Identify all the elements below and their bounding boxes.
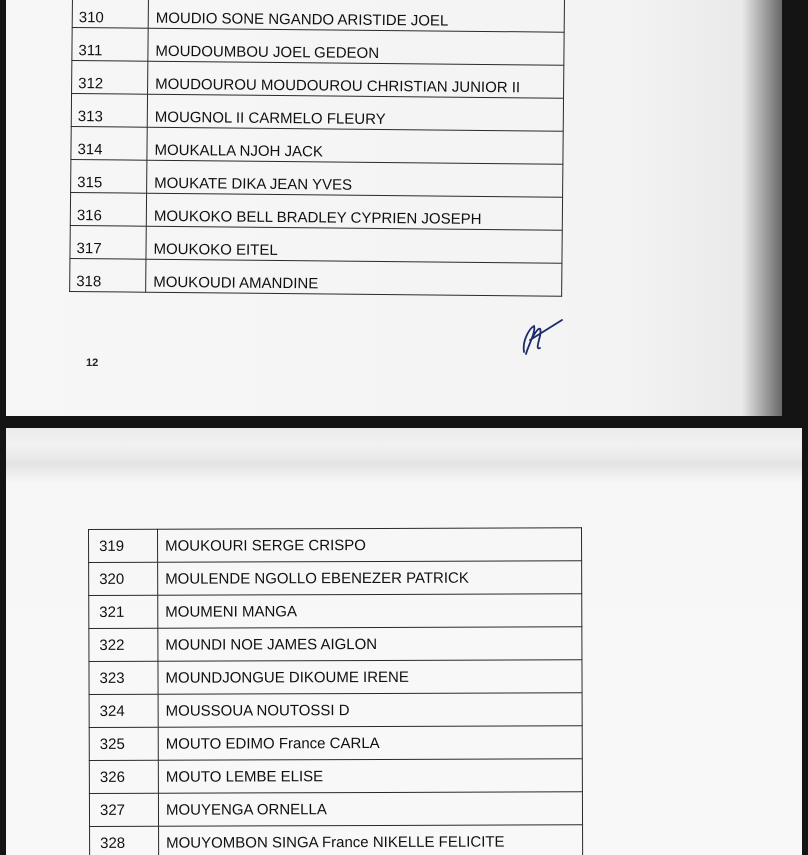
row-number: 310 [72,0,148,28]
row-name: MOUSSOUA NOUTOSSI D [158,693,582,727]
row-name: MOUDOUMBOU JOEL GEDEON [148,28,564,65]
row-name: MOUMENI MANGA [158,594,582,628]
table-row [71,126,563,164]
document-page-top [6,0,782,416]
table-row [70,192,562,230]
table-row [72,61,564,99]
scan-edge [6,444,802,484]
row-number: 326 [89,760,158,793]
row-name: MOUTO LEMBE ELISE [158,759,582,793]
row-number: 321 [89,595,158,628]
row-number: 320 [89,562,158,595]
table-row [90,825,583,855]
row-name: MOUTO EDIMO France CARLA [158,726,582,760]
row-name: MOUKALLA NJOH JACK [147,127,563,164]
row-number: 311 [72,28,148,62]
row-name: MOUNDI NOE JAMES AIGLON [158,627,582,661]
row-number: 316 [70,192,146,226]
table-row [89,660,582,695]
table-row [89,528,582,563]
row-number: 318 [70,258,146,292]
row-number: 327 [89,793,158,826]
row-number: 323 [89,661,158,694]
row-number: 315 [71,159,147,193]
row-name: MOUDOUROU MOUDOUROU CHRISTIAN JUNIOR II [148,61,564,98]
page-number: 12 [86,357,99,369]
row-number: 312 [72,61,148,95]
row-name: MOUKOURI SERGE CRISPO [158,528,582,562]
row-name: MOUKATE DIKA JEAN YVES [147,160,563,197]
table-row [71,94,563,132]
table-row [89,561,582,596]
row-number: 314 [71,126,147,160]
signature [518,318,568,358]
row-name: MOUGNOL II CARMELO FLEURY [147,94,563,131]
row-number: 322 [89,628,158,661]
row-number: 319 [89,529,158,562]
row-name: MOUDIO SONE NGANDO ARISTIDE JOEL [148,0,564,32]
row-number: 325 [89,727,158,760]
row-name: MOULENDE NGOLLO EBENEZER PATRICK [158,561,582,595]
row-name: MOUKOKO BELL BRADLEY CYPRIEN JOSEPH [146,193,562,230]
row-name: MOUYENGA ORNELLA [158,792,582,826]
row-number: 328 [90,826,159,855]
row-number: 324 [89,694,158,727]
table-row [70,225,562,263]
table-row [89,627,582,662]
names-table-top [69,0,565,297]
row-name: MOUKOUDI AMANDINE [146,259,562,296]
table-row [89,792,582,827]
row-number: 313 [71,94,147,128]
table-row [72,28,564,66]
row-name: MOUNDJONGUE DIKOUME IRENE [158,660,582,694]
table-row [70,258,562,296]
row-name: MOUKOKO EITEL [146,226,562,263]
names-table-bottom [88,527,583,855]
row-number: 317 [70,225,146,259]
table-row [71,159,563,197]
document-page-bottom [6,428,802,855]
table-row [89,759,582,794]
page-shadow [742,0,782,416]
table-row [89,594,582,629]
table-row [89,726,582,761]
row-name: MOUYOMBON SINGA France NIKELLE FELICITE [159,825,583,855]
table-row [89,693,582,728]
